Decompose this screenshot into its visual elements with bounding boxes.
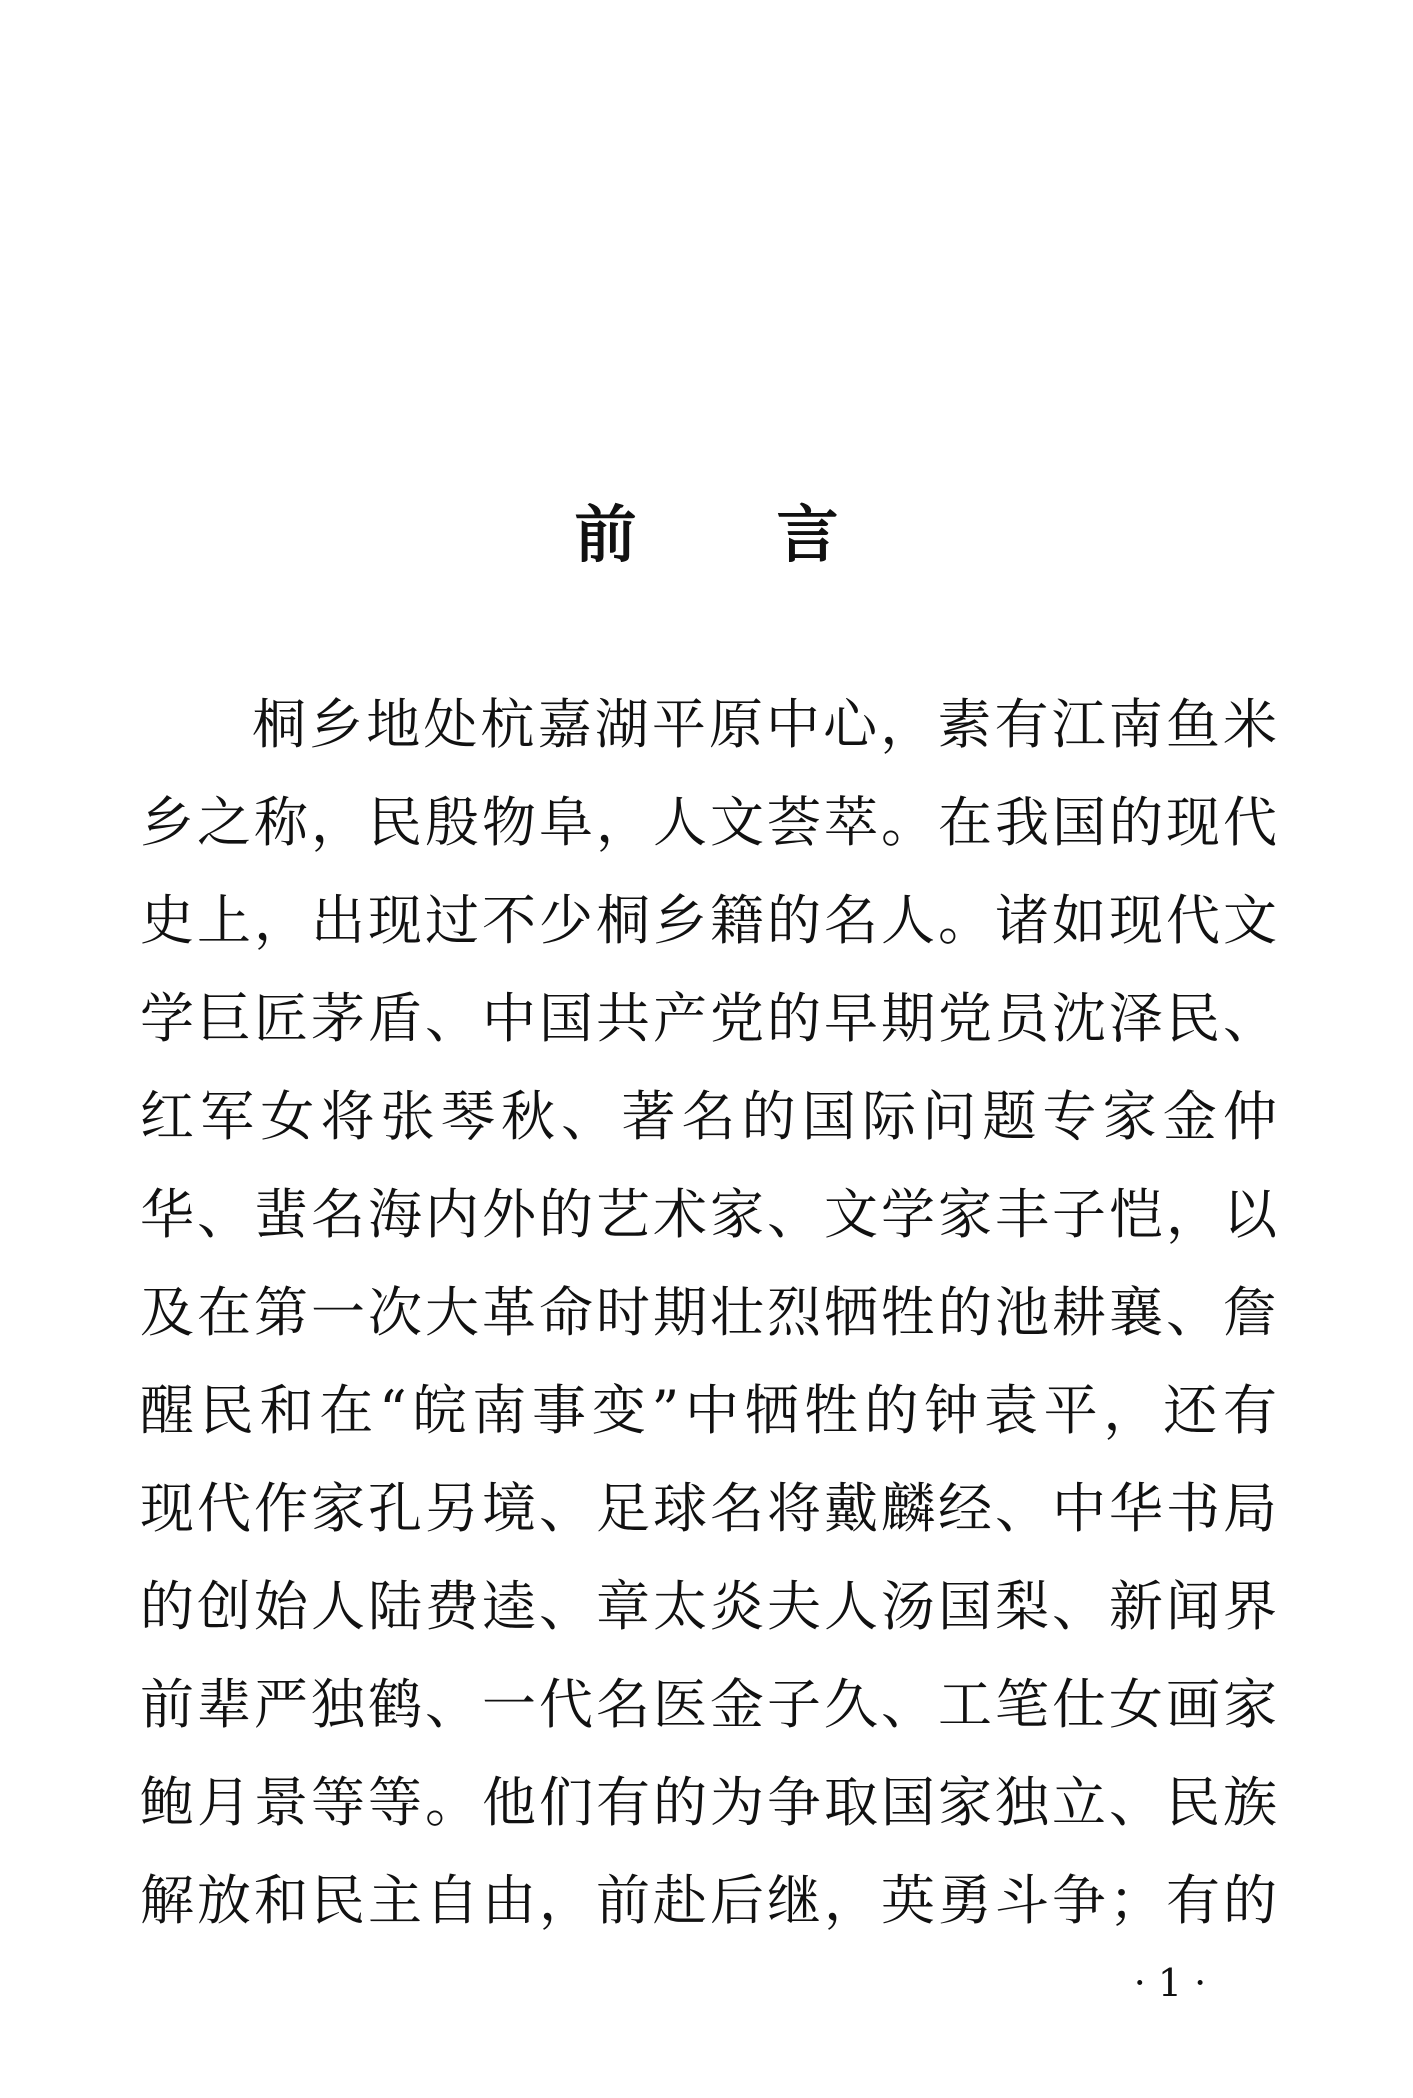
text-line: 醒民和在“皖南事变”中牺牲的钟袁平，还有 bbox=[140, 1379, 1280, 1442]
text-line: 鲍月景等等。他们有的为争取国家独立、民族 bbox=[140, 1771, 1280, 1834]
text-line: 桐乡地处杭嘉湖平原中心，素有江南鱼米 bbox=[252, 693, 1280, 756]
preface-body bbox=[140, 676, 1280, 1950]
page-number: · 1 · bbox=[1133, 1961, 1207, 2005]
text-line: 及在第一次大革命时期壮烈牺牲的池耕襄、詹 bbox=[140, 1281, 1280, 1344]
text-line: 红军女将张琴秋、著名的国际问题专家金仲 bbox=[140, 1085, 1280, 1148]
text-line: 前辈严独鹤、一代名医金子久、工笔仕女画家 bbox=[140, 1673, 1280, 1736]
text-line: 现代作家孔另境、足球名将戴麟经、中华书局 bbox=[140, 1477, 1280, 1540]
text-line: 学巨匠茅盾、中国共产党的早期党员沈泽民、 bbox=[140, 987, 1280, 1050]
text-line: 史上，出现过不少桐乡籍的名人。诸如现代文 bbox=[140, 889, 1280, 952]
text-line: 解放和民主自由，前赴后继，英勇斗争；有的 bbox=[140, 1869, 1280, 1932]
page-title: 前言 bbox=[574, 498, 979, 571]
text-line: 华、蜚名海内外的艺术家、文学家丰子恺，以 bbox=[140, 1183, 1280, 1246]
text-line: 的创始人陆费逵、章太炎夫人汤国梨、新闻界 bbox=[140, 1575, 1280, 1638]
text-line: 乡之称，民殷物阜，人文荟萃。在我国的现代 bbox=[140, 791, 1280, 854]
